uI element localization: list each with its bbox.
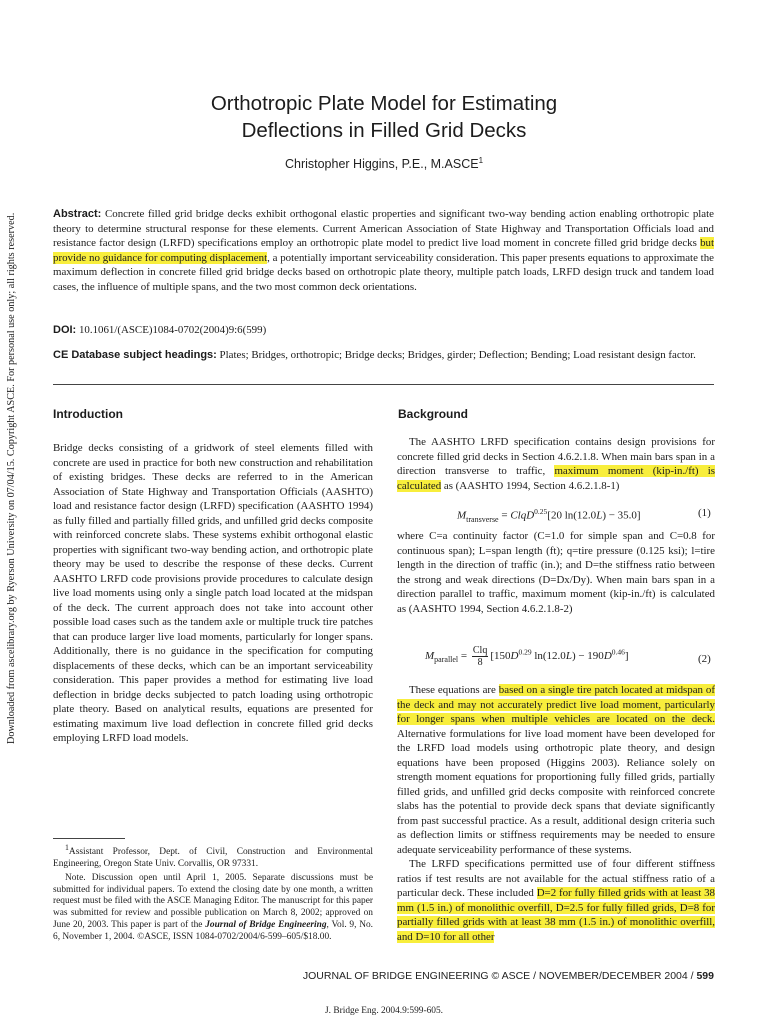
citation: J. Bridge Eng. 2004.9:599-605. <box>325 1006 443 1016</box>
abstract-highlight: but provide no guidance for computing displacement <box>53 237 714 264</box>
equation-2-number: (2) <box>698 653 711 665</box>
background-heading: Background <box>398 407 469 421</box>
author-footnote-mark: 1 <box>478 156 484 165</box>
background-p2 <box>397 529 715 616</box>
bg-p4-highlight: D=2 for fully filled grids with at least 38 mm (1.5 in.) of monolithic overfill, D=2.5 for fully filled grids, D=8 for partially filled grids with at least 38 mm (1.5 in.) of monolithic overfill, and D=10 for all other <box>397 887 715 943</box>
title-line-2: Deflections in Filled Grid Decks <box>241 119 527 142</box>
author-name: Christopher Higgins, P.E., M.ASCE <box>284 157 479 172</box>
bg-p4-text-1: The LRFD specifications permitted use of four different stiffness ratios if test results are not available for the actual stiffness ratio of a particular deck. These included <box>397 858 715 899</box>
journal-name: Journal of Bridge Engineering <box>205 919 327 930</box>
paper-title <box>0 90 768 144</box>
doi-text[interactable]: 10.1061/(ASCE)1084-0702(2004)9:6(599) <box>76 324 267 336</box>
abstract-text-1: Concrete filled grid bridge decks exhibit orthogonal elastic properties and significant two-way bending action enabling orthotropic plate theory to determine structural response for these elements. Current American Association of State Highway and Transportation Officials load and resistance factor design (LRFD) specifications employ an orthotropic plate model to predict live load moment in concrete filled grid bridge decks <box>53 208 714 249</box>
background-p1 <box>397 435 715 493</box>
subject-label: CE Database subject headings: <box>53 349 217 361</box>
bg-p3-text-2: Alternative formulations for live load moment have been developed for the LRFD load models using orthotropic plate theory, and design equations have been proposed (Higgins 2003). Reliance solely on strength moment equations for proportioning fully filled grids, partially filled grids, and unfilled grid decks composite with reinforced concrete slabs has the potential to provide deck spans that deviate significantly from past successful practice. As a result, additional design criteria such as deflection limits or stiffness requirements may be needed to ensure adequate serviceability performance of these systems. <box>397 727 715 856</box>
footnote-1-text: Assistant Professor, Dept. of Civil, Construction and Environmental Engineering, Oregon State Univ. Corvallis, OR 97331. <box>53 847 373 869</box>
footnote-note-text-2: , Vol. 9, No. 6, November 1, 2004. ©ASCE, ISSN 1084-0702/2004/6-599–605/$18.00. <box>53 919 374 942</box>
header-divider <box>53 384 714 385</box>
author-line <box>0 156 768 171</box>
intro-body <box>53 441 373 746</box>
doi-label: DOI: <box>53 324 77 336</box>
bg-p2-text: where C=a continuity factor (C=1.0 for simple span and C=0.8 for continuous span); L=span length (ft); q=tire pressure (0.125 ksi); l=tire length in the direction of traffic (in.); and D=the stiffness ratio between the strong and weak directions (D=Dx/Dy). When main bars span in a direction parallel to traffic, maximum moment (kip-in./ft) is calculated as (AASHTO 1994, Section 4.6.2.1.8-2) <box>397 530 715 615</box>
doi-line <box>53 323 714 338</box>
title-line-1: Orthotropic Plate Model for Estimating <box>210 92 558 115</box>
page-number: 599 <box>696 970 714 982</box>
equation-2: $M_{parallel}$ = $\frac{\text{Clq}}{8}$ [$150D^{0.29}$ $\ln(12.0L) - 190D^{0.46}$] <box>425 645 629 668</box>
footnote-note-text-1: Note. Discussion open until April 1, 2005. Separate discussions must be submitted for individual papers. To extend the closing date by one month, a written request must be filed with the ASCE Managing Editor. The manuscript for this paper was submitted for review and possible publication on March 8, 2002; approved on June 20, 2003. This paper is part of the <box>53 872 373 930</box>
footnote-1-mark: 1 <box>65 843 69 852</box>
bg-p3-highlight: based on a single tire patch located at midspan of the deck and may not accurately predict live load moment, particularly for longer spans when multiple vehicles are located on the deck. <box>397 684 715 725</box>
footnote-note <box>53 873 373 944</box>
footnote-1 <box>53 842 373 871</box>
equation-1: $M_{transverse}$ = ClqD$^{0.25}$[20 ln(12.0L) − 35.0] <box>457 507 641 524</box>
bg-p1-text-1: The AASHTO LRFD specification contains design provisions for concrete filled grid decks in Section 4.6.2.1.8. When main bars span in a direction transverse to traffic, <box>397 436 715 477</box>
abstract-text-2: , a potentially important serviceability consideration. This paper presents equations to approximate the maximum deflection in concrete filled grid bridge decks based on orthotropic plate theory, multiple patch loads, LRFD design truck and tandem load cases, the influence of multiple spans, and the two most common deck orientations. <box>53 251 714 293</box>
running-footer <box>303 970 714 982</box>
intro-heading: Introduction <box>53 407 123 421</box>
download-notice: Downloaded from ascelibrary.org by Ryerson University on 07/04/15. Copyright ASCE. For personal use only; all rights reserved. <box>6 212 17 744</box>
equation-1-number: (1) <box>698 507 711 519</box>
intro-paragraph: Bridge decks consisting of a gridwork of steel elements filled with concrete are used in practice for both new construction and rehabilitation of existing bridges. These decks are referred to in the American Association of State Highway and Transportation Officials (AASHTO) load and resistance factor design (LRFD) specification (AASHTO 1994) as fully filled and partially filled grids, and unfilled grid decks composite with reinforced concrete slabs. These systems exhibit orthogonal elastic properties with significant two-way bending action, and orthotropic plate theory may be used to describe the response of these decks. Current AASHTO LRFD code provisions provide procedures to calculate design live load moments using only a single patch load located at the midspan of the deck. The current approach does not take into account other possible load cases such as the tandem axle or multiple truck tire patches that can produce larger live load moments, particularly for longer spans. Additionally, there is no guidance in the specification for computing displacements of these decks, which can be an important serviceability consideration. This paper provides a method for estimating live load deflection in bridge decks subjected to patch loading using orthotropic plate theory. Based on analytical results, equations are presented for estimating maximum live load deflection in concrete filled grid decks employing LRFD load models. <box>53 442 373 744</box>
bg-p1-highlight: maximum moment (kip-in./ft) is calculated <box>397 465 715 492</box>
running-footer-text: JOURNAL OF BRIDGE ENGINEERING © ASCE / NOVEMBER/DECEMBER 2004 / <box>302 970 697 982</box>
subject-headings <box>53 348 714 363</box>
footnotes <box>53 842 373 944</box>
subject-text: Plates; Bridges, orthotropic; Bridge decks; Bridges, girder; Deflection; Bending; Load resistant design factor. <box>216 349 696 361</box>
bg-p3-text-1: These equations are <box>409 684 499 696</box>
abstract-label: Abstract: <box>53 208 102 220</box>
bg-p1-text-2: as (AASHTO 1994, Section 4.6.2.1.8-1) <box>441 479 620 492</box>
background-p3 <box>397 683 715 944</box>
abstract <box>53 207 714 294</box>
footnote-divider <box>53 838 125 839</box>
